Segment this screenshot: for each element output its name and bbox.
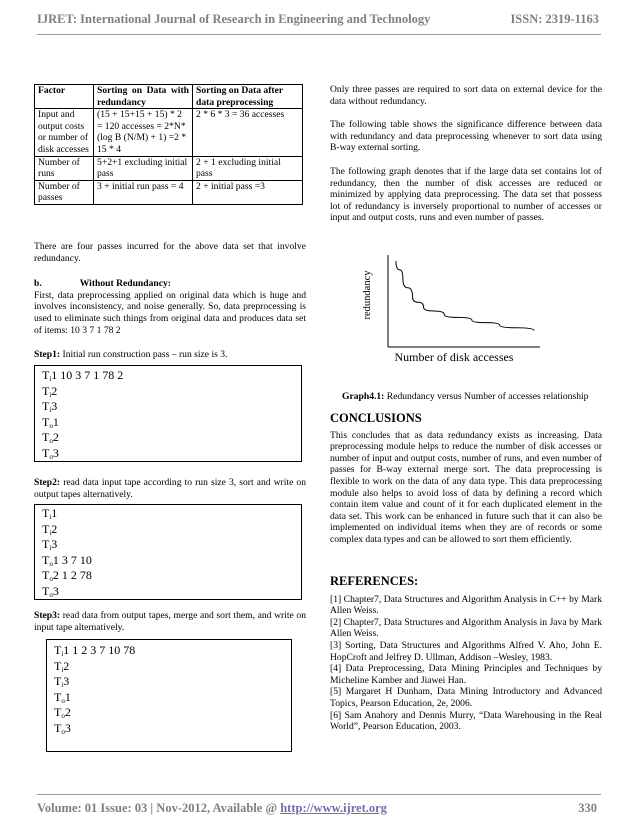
tape-line: $T_o1$ 3 7 10 <box>42 552 92 568</box>
tape-box-step2 <box>34 504 302 600</box>
table-header: Factor <box>35 85 94 109</box>
page-number: 330 <box>578 801 597 815</box>
tape-line: $T_o3$ <box>54 720 71 736</box>
references-heading: REFERENCES: <box>330 574 419 588</box>
x-axis-label: Number of disk accesses <box>394 350 514 364</box>
tape-line: $T_i3$ <box>42 399 58 415</box>
tape-box-step1 <box>34 365 302 462</box>
tape-line: $T_o3$ <box>42 445 59 461</box>
paragraph: Only three passes are required to sort data on external device for the data without redundancy. <box>330 84 602 107</box>
y-axis-label: redundancy <box>362 270 373 320</box>
step3-text <box>34 610 306 633</box>
table-row <box>35 156 303 180</box>
tape-line: $T_o3$ <box>42 583 59 599</box>
tape-line: $T_i1$ 1 2 3 7 10 78 <box>54 643 136 658</box>
tape-line: $T_i3$ <box>42 537 58 553</box>
left-body <box>34 241 306 361</box>
step-label: Step1: <box>34 349 61 361</box>
reference-item: [5] Margaret H Dunham, Data Mining Introductory and Advanced Topics, Pearson Education, 2e, 2006. <box>330 686 602 709</box>
step2-text <box>34 477 306 500</box>
table-cell: 2 + initial pass =3 <box>193 180 303 204</box>
tape-line: $T_i2$ <box>42 521 58 537</box>
step-description: read data from output tapes, merge and sort them, and write on input tape alternatively. <box>34 610 306 633</box>
reference-item: [1] Chapter7, Data Structures and Algorithm Analysis in C++ by Mark Allen Weiss. <box>330 593 602 617</box>
header-rule <box>37 34 601 35</box>
reference-list <box>330 594 602 733</box>
tape-line: $T_i3$ <box>54 674 70 690</box>
tape-line: $T_i2$ <box>42 383 58 399</box>
paragraph: The following graph denotes that if the large data set contains lot of redundancy, then the number of disk accesses are reduced or minimized by applying data preprocessing. The data set that possess lot of redundancy is inversely proportional to number of accesses or input and output costs, runs and even number of passes. <box>330 165 602 224</box>
caption-text: Redundancy versus Number of accesses relationship <box>384 391 589 402</box>
table-header: Sorting on Data after data preprocessing <box>193 85 303 109</box>
tape-line: $T_o2$ 1 2 78 <box>42 568 92 584</box>
table-cell: Input and output costs or number of disk accesses <box>35 109 94 156</box>
table-cell: 2 * 6 * 3 = 36 accesses <box>193 109 303 156</box>
reference-item: [2] Chapter7, Data Structures and Algorithm Analysis in Java by Mark Allen Weiss. <box>330 616 602 640</box>
running-header <box>37 10 601 32</box>
tape-line: $T_o1$ <box>54 689 71 705</box>
tape-line: $T_i1$ <box>42 506 58 521</box>
step-text <box>34 349 306 361</box>
reference-item: [3] Sorting, Data Structures and Algorithms Alfred V. Aho, John E. HopCroft and Jelfrey D. Ullman, Addison –Wesley, 1983. <box>330 639 602 663</box>
conclusions-section <box>330 413 602 546</box>
step-description: Initial run construction pass – run size is 3. <box>60 349 228 361</box>
paragraph: There are four passes incurred for the above data set that involve redundancy. <box>34 241 306 264</box>
table-cell: (15 + 15+15 + 15) * 2 = 120 accesses = 2*N* (log B (N/M) + 1) =2 * 15 * 4 <box>94 109 193 156</box>
tape-line: $T_o1$ <box>42 414 59 430</box>
reference-item: [4] Data Preprocessing, Data Mining Principles and Techniques by Micheline Kamber and Jiawei Han. <box>330 663 602 686</box>
table-cell: Number of runs <box>35 156 94 180</box>
table-header: Sorting on Data with redundancy <box>94 85 193 109</box>
table-cell: 2 + 1 excluding initial pass <box>193 156 303 180</box>
running-footer <box>37 801 601 816</box>
step-label: Step3: <box>34 610 61 621</box>
reference-item: [6] Sam Anahory and Dennis Murry, “Data Warehousing in the Real World”, Pearson Education, 2003. <box>330 709 602 733</box>
table-cell: 3 + initial run pass = 4 <box>94 180 193 204</box>
footer-rule <box>37 794 601 795</box>
table-row <box>35 109 303 156</box>
section-number: b. <box>34 278 42 290</box>
tape-line: $T_i2$ <box>54 658 70 674</box>
tape-line: $T_o2$ <box>54 705 71 721</box>
journal-link[interactable]: http://www.ijret.org <box>280 801 387 815</box>
right-intro <box>330 84 602 224</box>
tape-box-step3 <box>46 639 292 752</box>
section-title: Without Redundancy: <box>79 278 171 290</box>
comparison-table-wrap <box>34 84 306 205</box>
tape-line: $T_o2$ <box>42 430 59 446</box>
tape-line: $T_i1$ 10 3 7 1 78 2 <box>42 368 124 383</box>
step-label: Step2: <box>34 477 61 488</box>
caption-label: Graph4.1: <box>342 391 385 402</box>
redundancy-curve <box>396 261 534 331</box>
table-cell: Number of passes <box>35 180 94 204</box>
table-row <box>35 180 303 204</box>
redundancy-graph <box>356 255 546 370</box>
paragraph: The following table shows the significance difference between data with redundancy and data preprocessing whenever to sort data using B-way external sorting. <box>330 119 602 154</box>
step-description: read data input tape according to run size 3, sort and write on output tapes alternatively. <box>34 477 306 500</box>
footer-text: Volume: 01 Issue: 03 | Nov-2012, Available @ <box>37 801 281 815</box>
graph-caption-wrap <box>330 391 602 403</box>
journal-name: IJRET: International Journal of Research in Engineering and Technology <box>37 12 431 26</box>
comparison-table <box>34 84 303 205</box>
conclusions-text: This concludes that as data redundancy exists as increasing. Data preprocessing module helps to reduce the number of disk accesses or number of input and output costs, number of runs, and even number of passes for B-way external merge sort. The data preprocessing is flexible to work on the data of any data type. This data preprocessing module also helps to avoid loss of data by defining a record which contain item value and count of it for each duplicated element in the data set. This work can be enhanced in future such that it can also be implemented on individual items when they are of records or some complex data types and can be allowed to sort them efficiently. <box>330 429 602 545</box>
paragraph: First, data preprocessing applied on original data which is huge and involves inconsistency, and noise generally. So, data preprocessing is used to eliminate such things from original data and produces data set of items: 10 3 7 1 78 2 <box>34 289 306 336</box>
section-heading <box>34 278 306 290</box>
conclusions-heading: CONCLUSIONS <box>330 411 422 425</box>
issn: ISSN: 2319-1163 <box>510 12 599 26</box>
graph-caption <box>330 391 602 403</box>
references-section <box>330 576 602 733</box>
table-cell: 5+2+1 excluding initial pass <box>94 156 193 180</box>
